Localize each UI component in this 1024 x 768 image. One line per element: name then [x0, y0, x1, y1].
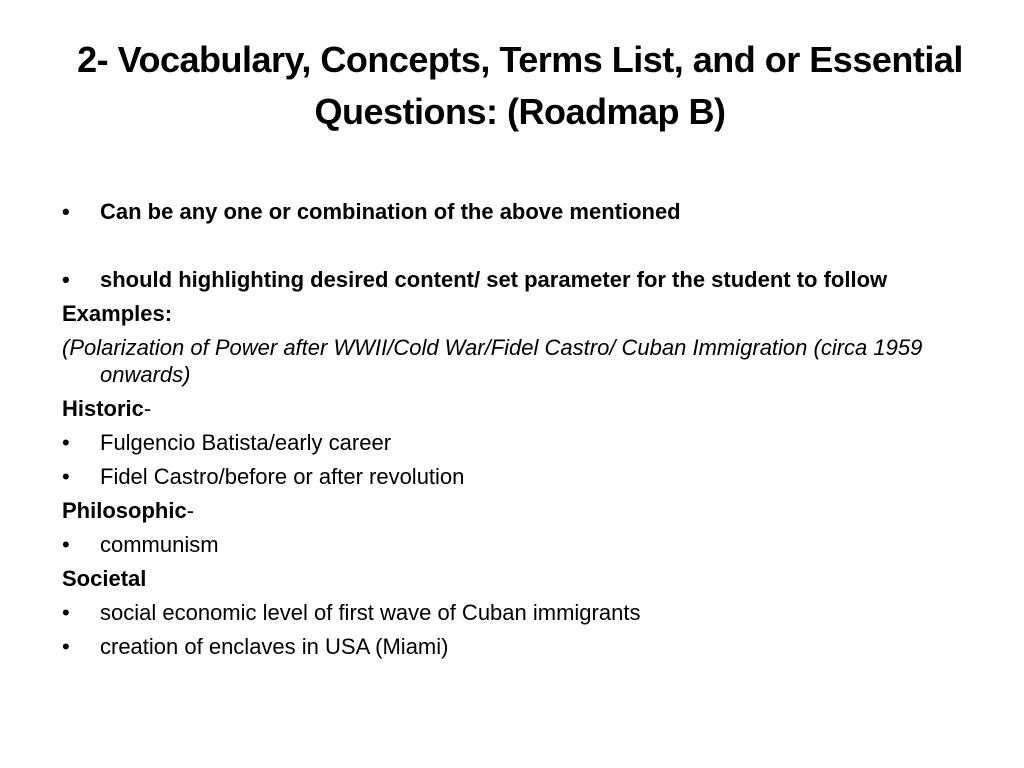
bullet-text: should highlighting desired content/ set parameter for the student to follow: [100, 267, 888, 292]
bullet-item: [62, 266, 962, 293]
list-item: [62, 429, 962, 456]
bullet-icon: •: [62, 464, 70, 489]
bullet-icon: •: [62, 600, 70, 625]
bullet-icon: •: [62, 532, 70, 557]
historic-heading: [62, 395, 962, 422]
historic-suffix: -: [143, 396, 152, 421]
slide-content: [62, 198, 962, 660]
historic-label: Historic: [62, 396, 144, 421]
bullet-icon: •: [62, 267, 70, 292]
philosophic-suffix: -: [186, 498, 195, 523]
list-item: [62, 599, 962, 626]
list-item-text: creation of enclaves in USA (Miami): [100, 634, 449, 659]
bullet-icon: •: [62, 199, 70, 224]
examples-label: Examples:: [62, 301, 173, 326]
slide-title: 2- Vocabulary, Concepts, Terms List, and or Essential Questions: (Roadmap B): [77, 39, 963, 132]
list-item-text: Fulgencio Batista/early career: [100, 430, 392, 455]
list-item-text: communism: [100, 532, 219, 557]
bullet-text: Can be any one or combination of the above mentioned: [100, 199, 681, 224]
list-item: [62, 633, 962, 660]
list-item: [62, 463, 962, 490]
philosophic-heading: [62, 497, 962, 524]
bullet-icon: •: [62, 430, 70, 455]
list-item-text: social economic level of first wave of Cuban immigrants: [100, 600, 641, 625]
list-item: [62, 531, 962, 558]
bullet-item: [62, 198, 962, 225]
bullet-icon: •: [62, 634, 70, 659]
list-item-text: Fidel Castro/before or after revolution: [100, 464, 465, 489]
philosophic-label: Philosophic: [62, 498, 187, 523]
societal-label: Societal: [62, 566, 147, 591]
examples-text: (Polarization of Power after WWII/Cold War/Fidel Castro/ Cuban Immigration (circa 1959 onwards): [62, 335, 923, 387]
